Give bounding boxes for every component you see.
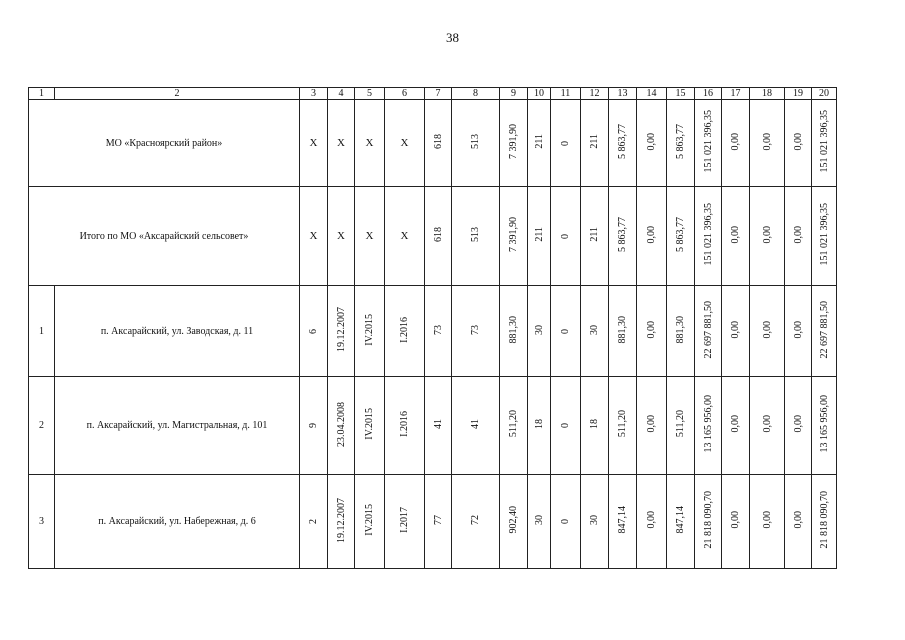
cell: 13 165 956,00 (812, 377, 837, 475)
cell: 30 (528, 475, 551, 569)
cell: 5 863,77 (667, 187, 695, 286)
cell: 0,00 (750, 475, 785, 569)
cell: 13 165 956,00 (695, 377, 722, 475)
cell: 0 (551, 475, 581, 569)
cell: 511,20 (609, 377, 637, 475)
cell: 0 (551, 377, 581, 475)
cell: 23.04.2008 (328, 377, 355, 475)
cell: 0,00 (637, 475, 667, 569)
col-header: 1 (29, 88, 55, 100)
cell: 0,00 (637, 286, 667, 377)
cell: 21 818 090,70 (695, 475, 722, 569)
cell: 0 (551, 187, 581, 286)
cell: Х (328, 100, 355, 187)
cell: I.2016 (385, 286, 425, 377)
cell: 151 021 396,35 (695, 100, 722, 187)
col-header: 3 (300, 88, 328, 100)
cell: 2 (300, 475, 328, 569)
col-header: 15 (667, 88, 695, 100)
cell: 511,20 (667, 377, 695, 475)
cell: 0,00 (637, 100, 667, 187)
cell: I.2017 (385, 475, 425, 569)
col-header: 5 (355, 88, 385, 100)
cell: 0,00 (750, 187, 785, 286)
col-header: 20 (812, 88, 837, 100)
cell: 73 (425, 286, 452, 377)
col-header: 11 (551, 88, 581, 100)
cell: 0 (551, 286, 581, 377)
cell: 72 (452, 475, 500, 569)
cell: 902,40 (500, 475, 528, 569)
cell: 77 (425, 475, 452, 569)
cell: 0,00 (637, 187, 667, 286)
cell: 22 697 881,50 (812, 286, 837, 377)
cell: 0,00 (785, 187, 812, 286)
cell: 0,00 (722, 475, 750, 569)
col-header: 2 (55, 88, 300, 100)
summary-label: Итого по МО «Аксарайский сельсовет» (29, 187, 300, 286)
cell: 18 (581, 377, 609, 475)
cell: 0,00 (722, 286, 750, 377)
col-header: 12 (581, 88, 609, 100)
cell: 30 (581, 286, 609, 377)
cell: 847,14 (667, 475, 695, 569)
table-row (29, 377, 837, 475)
col-header: 18 (750, 88, 785, 100)
col-header: 7 (425, 88, 452, 100)
cell: 0,00 (750, 377, 785, 475)
cell: Х (328, 187, 355, 286)
column-number-row (29, 88, 837, 100)
col-header: 14 (637, 88, 667, 100)
table-row (29, 286, 837, 377)
cell: 7 391,90 (500, 187, 528, 286)
cell: Х (385, 187, 425, 286)
cell: 5 863,77 (667, 100, 695, 187)
cell: 30 (528, 286, 551, 377)
col-header: 16 (695, 88, 722, 100)
cell: 0,00 (750, 286, 785, 377)
cell: 0 (551, 100, 581, 187)
row-number: 1 (29, 286, 55, 377)
cell: Х (355, 100, 385, 187)
col-header: 13 (609, 88, 637, 100)
cell: 0,00 (637, 377, 667, 475)
cell: 0,00 (785, 475, 812, 569)
cell: 5 863,77 (609, 100, 637, 187)
row-number: 2 (29, 377, 55, 475)
cell: 513 (452, 100, 500, 187)
cell: 0,00 (785, 100, 812, 187)
cell: Х (300, 100, 328, 187)
cell: 18 (528, 377, 551, 475)
summary-row-settlement (29, 187, 837, 286)
cell: 73 (452, 286, 500, 377)
summary-label: МО «Красноярский район» (29, 100, 300, 187)
cell: 7 391,90 (500, 100, 528, 187)
cell: IV.2015 (355, 377, 385, 475)
cell: 211 (528, 187, 551, 286)
address-cell: п. Аксарайский, ул. Заводская, д. 11 (55, 286, 300, 377)
register-table (28, 87, 837, 569)
cell: 41 (425, 377, 452, 475)
cell: IV.2015 (355, 475, 385, 569)
address-cell: п. Аксарайский, ул. Набережная, д. 6 (55, 475, 300, 569)
cell: 151 021 396,35 (812, 187, 837, 286)
cell: 0,00 (722, 377, 750, 475)
table-row (29, 475, 837, 569)
cell: 19.12.2007 (328, 286, 355, 377)
cell: 30 (581, 475, 609, 569)
cell: 151 021 396,35 (695, 187, 722, 286)
cell: 9 (300, 377, 328, 475)
summary-row-district (29, 100, 837, 187)
cell: 211 (581, 187, 609, 286)
address-cell: п. Аксарайский, ул. Магистральная, д. 101 (55, 377, 300, 475)
cell: 881,30 (609, 286, 637, 377)
cell: 881,30 (500, 286, 528, 377)
cell: 618 (425, 100, 452, 187)
cell: 511,20 (500, 377, 528, 475)
cell: 19.12.2007 (328, 475, 355, 569)
col-header: 19 (785, 88, 812, 100)
cell: 847,14 (609, 475, 637, 569)
col-header: 6 (385, 88, 425, 100)
cell: 618 (425, 187, 452, 286)
cell: Х (355, 187, 385, 286)
cell: 0,00 (722, 187, 750, 286)
cell: 6 (300, 286, 328, 377)
col-header: 10 (528, 88, 551, 100)
cell: 0,00 (750, 100, 785, 187)
cell: 881,30 (667, 286, 695, 377)
cell: 211 (528, 100, 551, 187)
cell: 0,00 (785, 377, 812, 475)
cell: I.2016 (385, 377, 425, 475)
cell: 151 021 396,35 (812, 100, 837, 187)
cell: 5 863,77 (609, 187, 637, 286)
col-header: 8 (452, 88, 500, 100)
page-number: 38 (446, 30, 459, 45)
cell: Х (385, 100, 425, 187)
cell: 41 (452, 377, 500, 475)
row-number: 3 (29, 475, 55, 569)
col-header: 4 (328, 88, 355, 100)
col-header: 17 (722, 88, 750, 100)
cell: 21 818 090,70 (812, 475, 837, 569)
cell: 513 (452, 187, 500, 286)
cell: 22 697 881,50 (695, 286, 722, 377)
col-header: 9 (500, 88, 528, 100)
cell: IV.2015 (355, 286, 385, 377)
cell: 0,00 (785, 286, 812, 377)
cell: Х (300, 187, 328, 286)
cell: 0,00 (722, 100, 750, 187)
cell: 211 (581, 100, 609, 187)
